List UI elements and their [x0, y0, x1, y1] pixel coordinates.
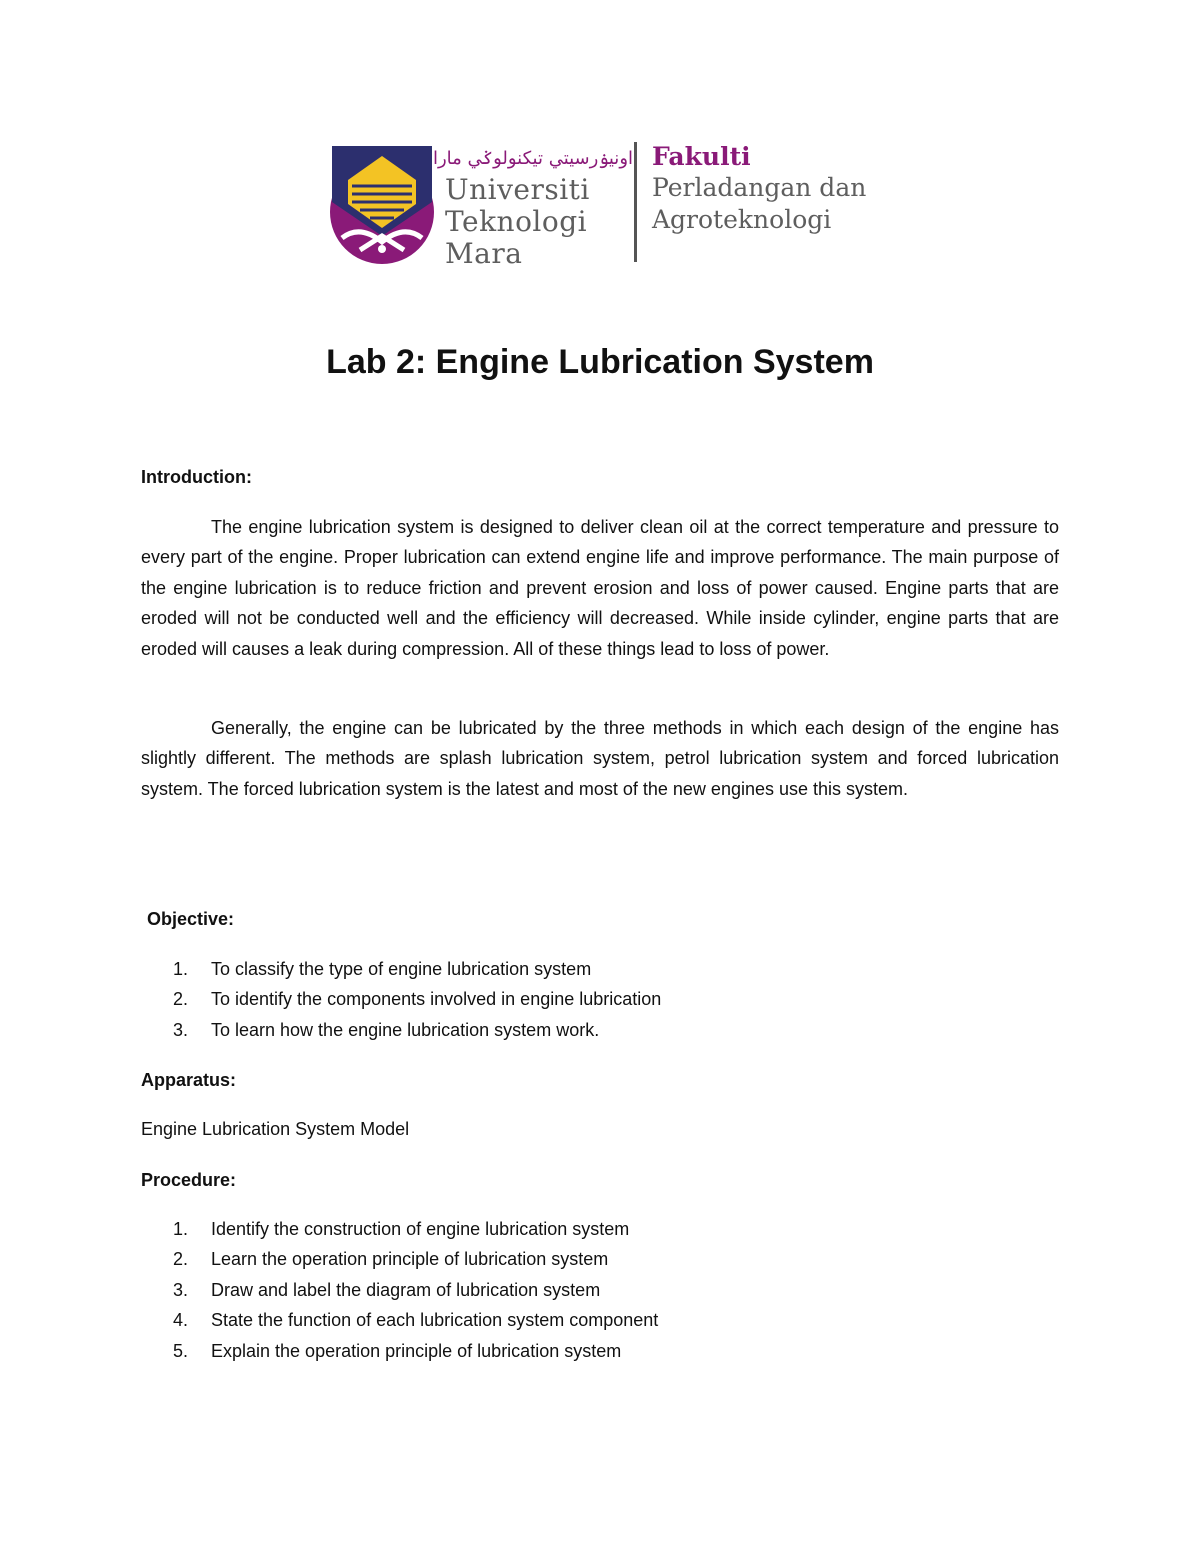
- list-number: 1.: [173, 959, 189, 979]
- uitm-crest-icon: [330, 146, 435, 266]
- objective-list: [141, 954, 1041, 1045]
- list-number: 1.: [173, 1219, 189, 1239]
- list-number: 5.: [173, 1340, 189, 1361]
- objective-heading: Objective:: [147, 909, 235, 929]
- list-item: [141, 1336, 1041, 1366]
- list-text: Learn the operation principle of lubrication system: [211, 1249, 609, 1270]
- procedure-list: [141, 1214, 1041, 1366]
- list-number: 3.: [173, 1019, 189, 1040]
- list-item: [141, 1275, 1041, 1305]
- jawi-script: [432, 142, 634, 172]
- list-text: Explain the operation principle of lubrication system: [211, 1340, 622, 1361]
- procedure-heading: Procedure:: [141, 1170, 237, 1190]
- university-line-3: Mara: [445, 237, 523, 270]
- list-text: Draw and label the diagram of lubrication system: [211, 1279, 601, 1300]
- list-number: 4.: [173, 1310, 189, 1331]
- university-line-1: Universiti: [445, 173, 590, 206]
- list-number: 2.: [173, 989, 189, 1010]
- university-line-2: Teknologi: [445, 205, 588, 238]
- svg-text:اونيۏرسيتي تيکنولوݢي مارا: اونيۏرسيتي تيکنولوݢي مارا: [432, 148, 634, 169]
- list-item: [141, 1305, 1041, 1335]
- list-text: State the function of each lubrication system component: [211, 1310, 659, 1331]
- logo-divider: [634, 142, 637, 262]
- faculty-line-2: Perladangan dan: [652, 173, 867, 202]
- list-item: [141, 984, 1041, 1014]
- faculty-line-3: Agroteknologi: [652, 205, 832, 234]
- list-text: To learn how the engine lubrication system work.: [211, 1019, 600, 1040]
- list-text: Identify the construction of engine lubrication system: [211, 1219, 630, 1239]
- list-text: To classify the type of engine lubrication system: [211, 959, 592, 979]
- list-item: [141, 1015, 1041, 1045]
- apparatus-text: Engine Lubrication System Model: [141, 1119, 410, 1139]
- faculty-line-1: Fakulti: [652, 142, 751, 171]
- introduction-paragraph-2: Generally, the engine can be lubricated by the three methods in which each design of the engine has slightly different. The methods are splash lubrication system, petrol lubrication system and forced lubrication system. The forced lubrication system is the latest and most of the new engines use this system.: [141, 718, 1059, 799]
- introduction-paragraph-1: The engine lubrication system is designed to deliver clean oil at the correct temperature and pressure to every part of the engine. Proper lubrication can extend engine life and improve performance. The main purpose of the engine lubrication is to reduce friction and prevent erosion and loss of power caused. Engine parts that are eroded will not be conducted well and the efficiency will decreased. While inside cylinder, engine parts that are eroded will causes a leak during compression. All of these things lead to loss of power.: [141, 517, 1059, 659]
- list-number: 3.: [173, 1279, 189, 1300]
- faculty-logo: [330, 138, 875, 268]
- list-number: 2.: [173, 1249, 189, 1270]
- list-item: [141, 1244, 1041, 1274]
- introduction-heading: Introduction:: [141, 467, 252, 487]
- list-item: [141, 1214, 1041, 1244]
- apparatus-heading: Apparatus:: [141, 1070, 237, 1090]
- list-item: [141, 954, 1041, 984]
- university-wordmark: [432, 138, 634, 270]
- list-text: To identify the components involved in engine lubrication: [211, 989, 662, 1010]
- document-title: Lab 2: Engine Lubrication System: [326, 343, 874, 381]
